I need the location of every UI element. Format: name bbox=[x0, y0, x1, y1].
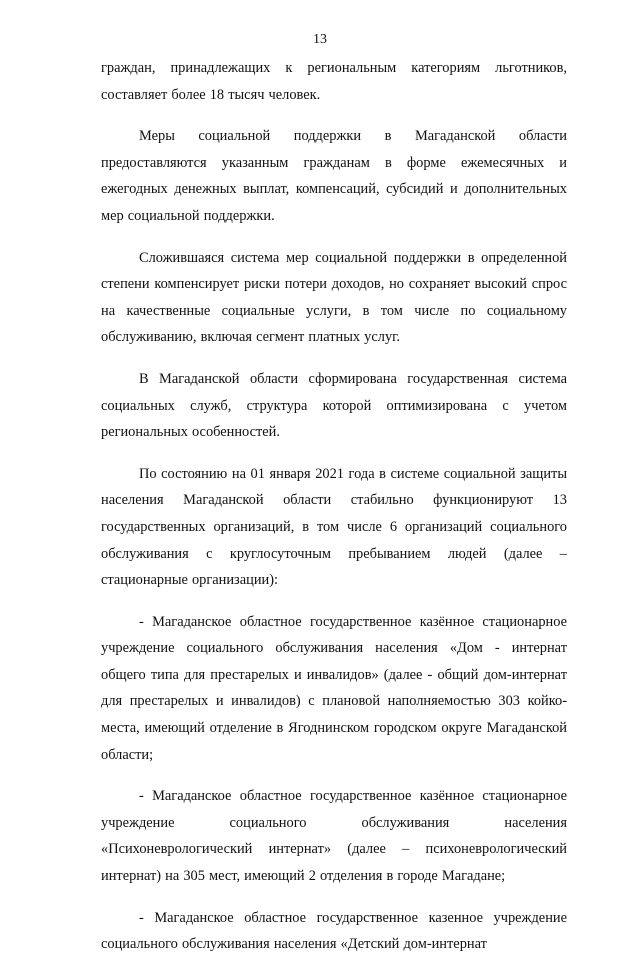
list-item-psychoneurological-home: - Магаданское областное государственное казённое стационарное учреждение социального обслуживания населения «Психоневрологический интернат» (далее – психоневрологический интернат) на 305 мест, имеющий 2 отделения в городе Магадане; bbox=[101, 788, 567, 885]
paragraph-support-measures: Меры социальной поддержки в Магаданской области предоставляются указанным гражданам в форме ежемесячных и ежегодных денежных выплат, компенсаций, субсидий и дополнительных мер социальной поддержки. bbox=[101, 128, 567, 224]
list-item-children-home: - Магаданское областное государственное казенное учреждение социального обслуживания населения «Детский дом-интернат bbox=[101, 909, 567, 953]
paragraph-social-services: В Магаданской области сформирована государственная система социальных служб, структура которой оптимизирована с учетом региональных особенностей. bbox=[101, 370, 567, 441]
document-body bbox=[101, 55, 567, 958]
paragraph-support-system: Сложившаяся система мер социальной поддержки в определенной степени компенсирует риски потери доходов, но сохраняет высокий спрос на качественные социальные услуги, в том числе по социальному обслуживанию, включая сегмент платных услуг. bbox=[101, 249, 567, 346]
paragraph-continuation: граждан, принадлежащих к региональным категориям льготников, составляет более 18 тысяч человек. bbox=[101, 60, 567, 103]
list-item-general-boarding-home: - Магаданское областное государственное казённое стационарное учреждение социального обслуживания населения «Дом - интернат общего типа для престарелых и инвалидов» (далее - общий дом-интернат для престарелых и инвалидов) с плановой наполняемостью 303 койко-места, имеющий отделение в Ягоднинском городском округе Магаданской области; bbox=[101, 613, 567, 763]
page-number: 13 bbox=[313, 32, 327, 47]
paragraph-organizations-count: По состоянию на 01 января 2021 года в системе социальной защиты населения Магаданской области стабильно функционируют 13 государственных организаций, в том числе 6 организаций социального обслуживания с круглосуточным пребыванием людей (далее – стационарные организации): bbox=[101, 465, 567, 589]
